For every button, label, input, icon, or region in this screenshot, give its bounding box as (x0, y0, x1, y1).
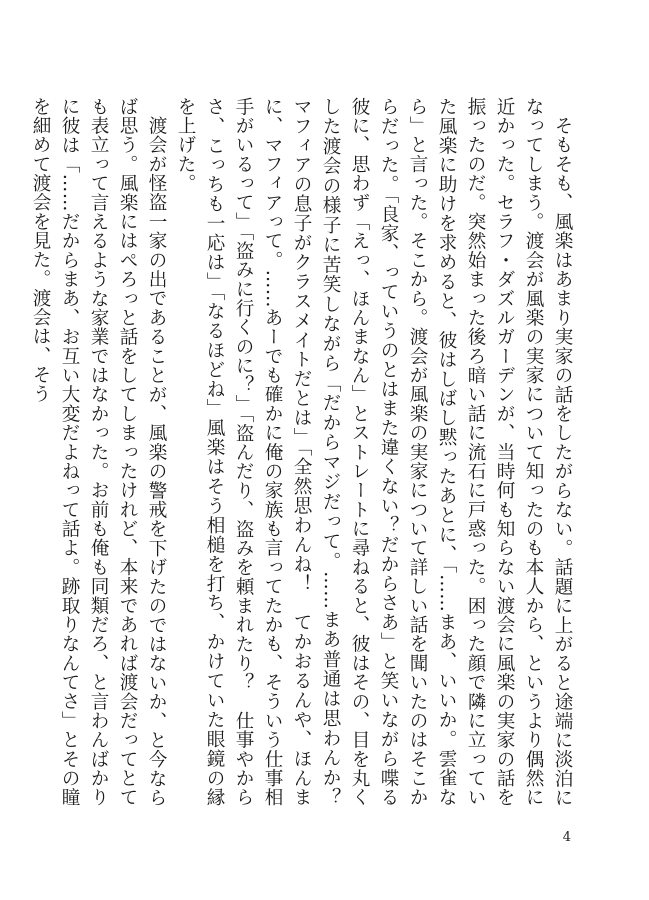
paragraph-1: そもそも、風楽はあまり実家の話をしたがらない。話題に上がると途端に淡泊になってしまう。渡会が風楽の実家について知ったのも本人から、というより偶然に近かった。セラフ・ダズルガーデンが、当時何も知らない渡会に風楽の実家の話を振ったのだ。突然始まった後ろ暗い話に流石に戸惑った。困った顔で隣に立っていた風楽に助けを求めると、彼はしばし黙ったあとに、「……まあ、いいか。雲雀なら」と言った。そこから。渡会が風楽の実家について詳しい話を聞いたのはそこからだった。「良家、っていうのとはまた違くない？だからさあ」と笑いながら喋る彼に、思わず「えっ、ほんまなん」とストレートに尋ねると、彼はその、目を丸くした渡会の様子に苦笑しながら「だからマジだって。……まあ普通は思わんか？ マフィアの息子がクラスメイトだとは」「全然思わんね！ てかおるんや、ほんまに、マフィアって。……あーでも確かに俺の家族も言ってたかも、そういう仕事相手がいるって」「盗みに行くのに？」「盗んだり、盗みを頼まれたり？ 仕事やからさ、こっちも一応は」「なるほどね」風楽はそう相槌を打ち、かけていた眼鏡の縁を上げた。 (175, 97, 573, 827)
body-text (30, 97, 577, 827)
page-number: 4 (562, 830, 571, 845)
paragraph-2: 渡会が怪盗一家の出であることが、風楽の警戒を下げたのではないか、と今ならば思う。風楽にはぺろっと話をしてしまったけれど、本来であれば渡会だってとても表立って言えるような家業ではなかった。お前も俺も同類だろ、と言わんばかりに彼は「……だからまあ、お互い大変だよねって話よ。跡取りなんてさ」とその瞳を細めて渡会を見た。渡会は、そう (30, 97, 167, 807)
